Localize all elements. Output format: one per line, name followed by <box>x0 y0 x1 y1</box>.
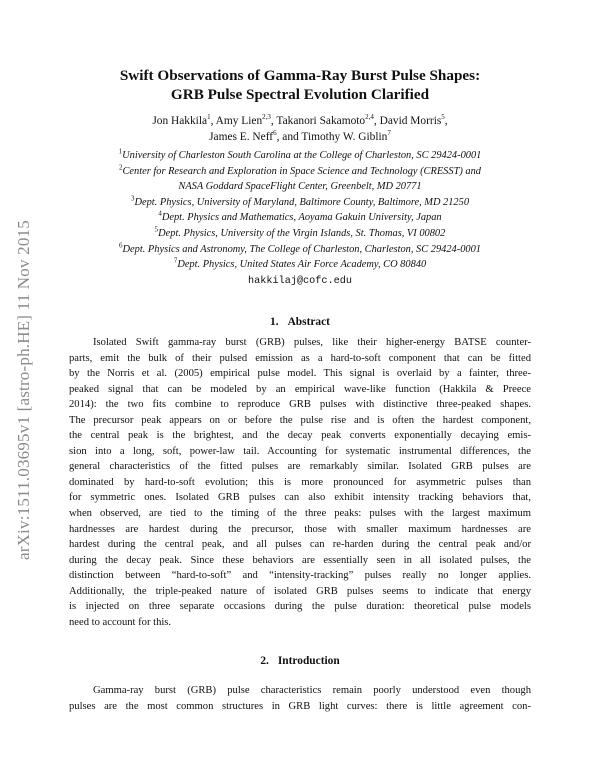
abstract-line: hardest during the central peak, and all pulses can re-harden during the central peak and/or <box>69 539 531 551</box>
abstract-line: The precursor peak appears on or before the pulse rise and is often the hardest component, <box>69 414 531 426</box>
affiliation-item <box>0 195 600 211</box>
abstract-line: for symmetric ones. Isolated GRB pulses can also exhibit intensity tracking behaviors that, <box>69 492 531 504</box>
author-affil-mark: 2,4 <box>365 113 374 122</box>
affiliation-item <box>0 210 600 226</box>
affiliation-mark: 1 <box>118 147 123 156</box>
author-name: David Morris <box>379 115 442 127</box>
author-name: Timothy W. Giblin <box>301 131 388 143</box>
section-number: 2. <box>260 655 269 667</box>
affiliation-text: NASA Goddard SpaceFlight Center, Greenbelt, MD 20771 <box>178 181 422 193</box>
abstract-line: by the Norris et al. (2005) empirical pulse model. This signal is overlaid by a fainter, three- <box>69 368 531 380</box>
affiliation-item <box>0 164 600 180</box>
abstract-line: hardnesses are hardest during the precursor, those with smaller maximum hardnesses are <box>69 523 531 535</box>
affiliation-text: University of Charleston South Carolina at the College of Charleston, SC 29424-0001 <box>122 150 482 161</box>
affiliation-item <box>0 257 600 273</box>
affiliation-text: Dept. Physics, United States Air Force Academy, CO 80840 <box>177 259 427 271</box>
abstract-line: Additionally, the triple-peaked nature of isolated GRB pulses seems to indicate that energy <box>69 585 531 597</box>
affiliation-mark: 2 <box>118 163 123 172</box>
abstract-line: need to account for this. <box>69 616 172 628</box>
affiliation-mark: 3 <box>130 194 135 203</box>
author-name: Amy Lien <box>215 115 263 127</box>
abstract-line: general characteristics of the fitted pulses are remarkably similar. Isolated GRB pulses are <box>69 461 531 473</box>
abstract-line: is injected on three separate occasions during the pulse duration: theoretical pulse models <box>69 601 531 613</box>
affiliation-text: Center for Research and Exploration in Space Science and Technology (CRESST) and <box>122 165 481 177</box>
abstract-line: distinction between “hard-to-soft” and “intensity-tracking” pulses really no longer applies. <box>69 570 531 582</box>
title-line-1: Swift Observations of Gamma-Ray Burst Pulse Shapes: <box>119 67 481 84</box>
author-affil-mark: 2,3 <box>262 113 271 122</box>
author-name: Takanori Sakamoto <box>276 115 366 127</box>
author-affil-mark: 7 <box>387 129 391 138</box>
author-line-2: James E. Neff$^6$, and Timothy W. Giblin$^7$ <box>209 129 391 143</box>
abstract-line: during the decay peak. Since these behaviors are essentially seen in all isolated pulses, the <box>69 554 531 566</box>
affiliation-item <box>0 148 600 164</box>
author-name: Jon Hakkila <box>152 115 208 127</box>
affiliation-list <box>0 148 600 273</box>
abstract-line: dominated by hard-to-soft evolution; this is more pronounced for asymmetric pulses than <box>69 476 531 488</box>
section-number: 1. <box>270 316 279 328</box>
author-name: James E. Neff <box>209 131 274 143</box>
introduction-heading <box>0 655 600 667</box>
introduction-line: Gamma-ray burst (GRB) pulse characteristics remain poorly understood even though <box>93 685 531 696</box>
abstract-line: when observed, are tied to the timing of the three peaks: pulses with the largest maximum <box>69 508 531 520</box>
affiliation-item <box>0 179 600 195</box>
affiliation-mark: 5 <box>154 225 159 234</box>
introduction-body <box>69 683 531 714</box>
abstract-body <box>69 335 531 630</box>
title-line-2: GRB Pulse Spectral Evolution Clarified <box>170 86 430 103</box>
abstract-line: sion into a long, soft, power-law tail. Accounting for systematic instrumental differences, the <box>69 445 531 457</box>
author-line-1: Jon Hakkila$^1$, Amy Lien$^{2,3}$, Takanori Sakamoto$^{2,4}$, David Morris$^5$, <box>152 113 448 127</box>
affiliation-item <box>0 242 600 258</box>
section-title: Introduction <box>277 655 340 667</box>
affiliation-text: Dept. Physics, University of Maryland, Baltimore County, Baltimore, MD 21250 <box>134 196 470 208</box>
abstract-line: parts, emit the bulk of their pulsed emission as a hard-to-soft component that can be fitted <box>69 352 531 364</box>
affiliation-mark: 7 <box>173 256 178 265</box>
affiliation-mark: 6 <box>119 241 123 250</box>
paper-title <box>0 66 600 104</box>
author-affil-mark: 1 <box>207 113 211 122</box>
abstract-line: 2014): the two fits combine to reproduce GRB pulses with distinctive three-peaked shapes. <box>69 399 531 411</box>
arxiv-identifier-stamp[interactable]: arXiv:1511.03695v1 [astro-ph.HE] 11 Nov 2015 <box>14 220 33 560</box>
affiliation-text: Dept. Physics and Mathematics, Aoyama Gakuin University, Japan <box>161 212 442 224</box>
affiliation-item <box>0 226 600 242</box>
abstract-line: the central peak is the brightest, and the decay peak converts exponentially decaying emis- <box>69 430 531 442</box>
author-list <box>0 113 600 145</box>
affiliation-mark: 4 <box>158 209 162 218</box>
abstract-line: peaked signal that can be modeled by an empirical wave-like function (Hakkila & Preece <box>69 383 531 395</box>
author-affil-mark: 6 <box>273 129 277 138</box>
introduction-line: pulses are the most common structures in GRB light curves: there is little agreement con- <box>69 700 531 712</box>
affiliation-text: Dept. Physics and Astronomy, The College of Charleston, Charleston, SC 29424-0001 <box>122 243 481 255</box>
abstract-line: Isolated Swift gamma-ray burst (GRB) pulses, like their higher-energy BATSE counter- <box>93 337 531 348</box>
contact-email[interactable]: hakkilaj@cofc.edu <box>248 276 352 287</box>
section-title: Abstract <box>287 316 330 328</box>
author-affil-mark: 5 <box>441 113 445 122</box>
affiliation-text: Dept. Physics, University of the Virgin Islands, St. Thomas, VI 00802 <box>158 227 446 239</box>
abstract-heading <box>0 316 600 328</box>
